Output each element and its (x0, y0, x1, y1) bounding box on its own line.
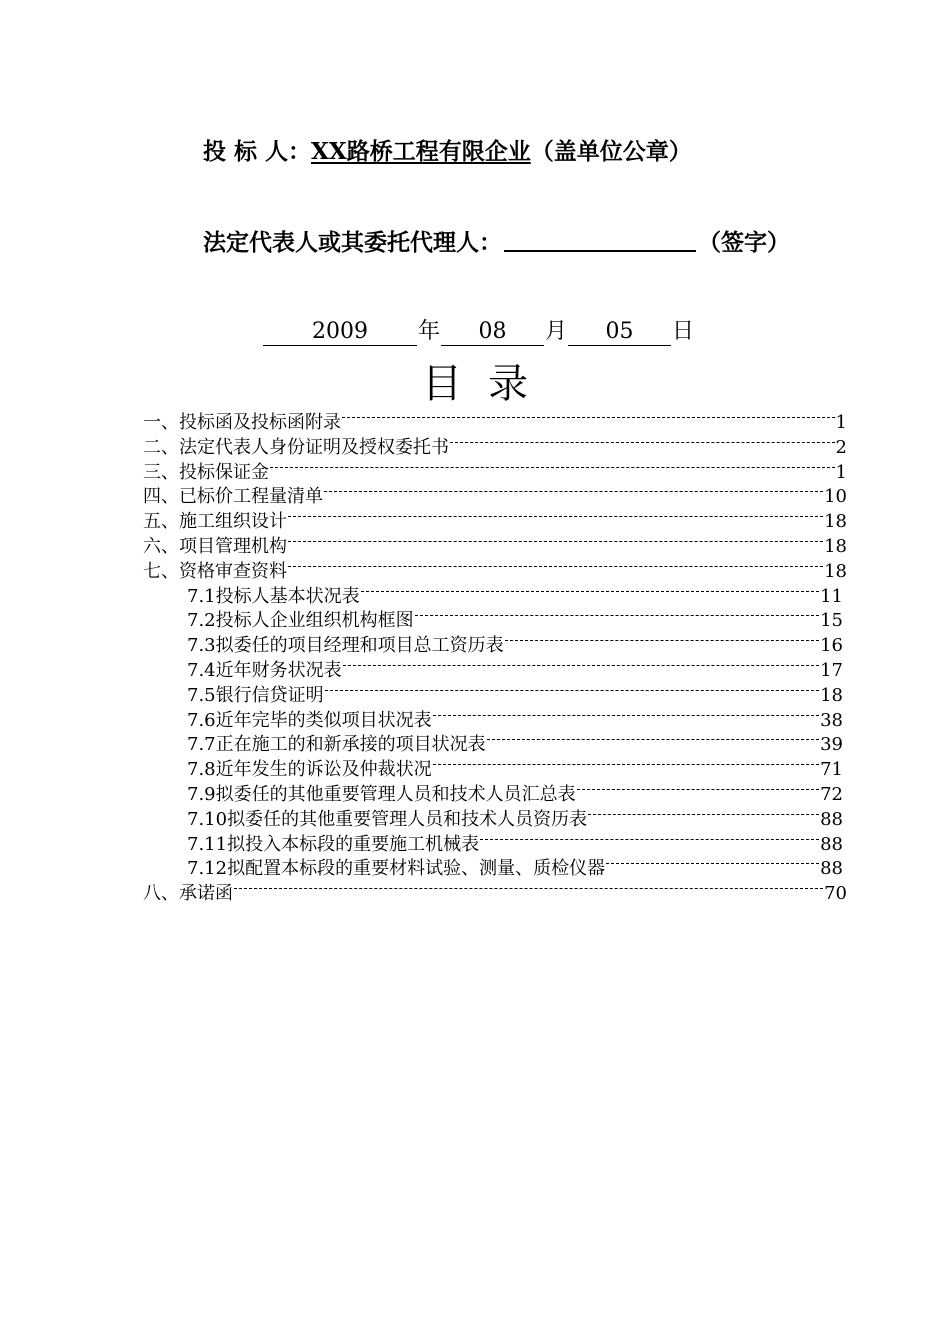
toc-leader (234, 875, 823, 899)
toc-leader (342, 404, 835, 428)
toc-entry-title: 四、已标价工程量清单 (143, 486, 323, 508)
toc-leader (577, 776, 819, 800)
date-year: 2009 (263, 319, 417, 346)
toc-leader (288, 503, 823, 527)
toc-leader (325, 677, 819, 701)
toc-entry-title: 五、施工组织设计 (143, 511, 287, 533)
toc-entry-page: 39 (820, 734, 843, 756)
toc-entry-page: 18 (824, 535, 847, 557)
toc-entry-page: 15 (820, 610, 843, 632)
representative-label: 法定代表人或其委托代理人： (203, 229, 502, 256)
toc-entry-title: 一、投标函及投标函附录 (143, 412, 341, 433)
toc-entry-title: 7.7正在施工的和新承接的项目状况表 (187, 734, 486, 756)
toc-entry-page: 11 (820, 585, 843, 607)
toc-entry-page: 2 (835, 436, 847, 458)
toc-entry-page: 10 (824, 486, 847, 508)
date-day: 05 (568, 319, 671, 346)
date-day-unit: 日 (672, 319, 695, 344)
toc-leader (324, 478, 823, 502)
toc-entry-title: 三、投标保证金 (143, 461, 269, 483)
toc-entry-title: 7.11拟投入本标段的重要施工机械表 (187, 833, 480, 855)
toc-leader (288, 528, 823, 552)
signature-note: （签字） (698, 229, 790, 256)
toc-leader (433, 702, 819, 726)
toc-entry-title: 7.12拟配置本标段的重要材料试验、测量、质检仪器 (187, 858, 606, 880)
date-year-unit: 年 (418, 319, 441, 344)
toc-entry-page: 88 (820, 858, 843, 880)
toc-entry-page: 18 (824, 560, 847, 582)
toc-entry-title: 7.5银行信贷证明 (187, 684, 324, 706)
bidder-label: 投 标 人： (203, 138, 312, 165)
signature-blank (504, 228, 696, 252)
toc-entry-title: 八、承诺函 (143, 883, 233, 905)
toc-entry-page: 1 (835, 461, 847, 483)
toc-leader (361, 578, 819, 602)
toc-entry-title: 七、资格审查资料 (143, 560, 287, 582)
table-of-contents (143, 404, 853, 905)
toc-leader (606, 850, 819, 874)
toc-title: 目录 (422, 361, 554, 407)
toc-leader (487, 726, 819, 750)
toc-entry-page: 70 (824, 883, 847, 905)
toc-entry-page: 88 (820, 833, 843, 855)
bidder-seal-note: （盖单位公章） (530, 138, 692, 165)
toc-entry-page: 38 (820, 709, 843, 731)
toc-leader (505, 627, 819, 651)
toc-leader (270, 454, 835, 478)
date-month: 08 (441, 319, 544, 346)
toc-entry-page: 16 (820, 635, 843, 657)
toc-leader (588, 801, 819, 825)
toc-entry[interactable] (143, 404, 847, 433)
toc-entry-title: 7.6近年完毕的类似项目状况表 (187, 709, 432, 731)
toc-entry-page: 88 (820, 808, 843, 830)
toc-leader (415, 602, 819, 626)
toc-leader (480, 826, 819, 850)
toc-entry-title: 二、法定代表人身份证明及授权委托书 (143, 436, 449, 458)
toc-entry-page: 72 (820, 783, 843, 805)
toc-entry-title: 7.8近年发生的诉讼及仲裁状况 (187, 759, 432, 781)
toc-entry-page: 1 (835, 412, 847, 433)
toc-leader (450, 429, 835, 453)
toc-entry-page: 71 (820, 759, 843, 781)
toc-entry[interactable] (143, 875, 847, 905)
representative-line (203, 224, 790, 257)
toc-entry-page: 18 (824, 511, 847, 533)
date-line (263, 314, 695, 346)
toc-entry-title: 7.3拟委任的项目经理和项目总工资历表 (187, 635, 504, 657)
date-month-unit: 月 (545, 319, 568, 344)
toc-entry-page: 17 (820, 659, 843, 681)
toc-leader (288, 553, 823, 577)
bidder-name: XX路桥工程有限企业 (311, 138, 531, 165)
toc-entry-title: 六、项目管理机构 (143, 535, 287, 557)
toc-entry-title: 7.2投标人企业组织机构框图 (187, 610, 414, 632)
toc-entry-title: 7.9拟委任的其他重要管理人员和技术人员汇总表 (187, 783, 576, 805)
toc-entry-page: 18 (820, 684, 843, 706)
bidder-line (203, 133, 692, 166)
toc-entry-title: 7.4近年财务状况表 (187, 659, 342, 681)
toc-entry-title: 7.10拟委任的其他重要管理人员和技术人员资历表 (187, 808, 588, 830)
toc-leader (433, 751, 819, 775)
toc-leader (343, 652, 819, 676)
toc-entry-title: 7.1投标人基本状况表 (187, 585, 360, 607)
